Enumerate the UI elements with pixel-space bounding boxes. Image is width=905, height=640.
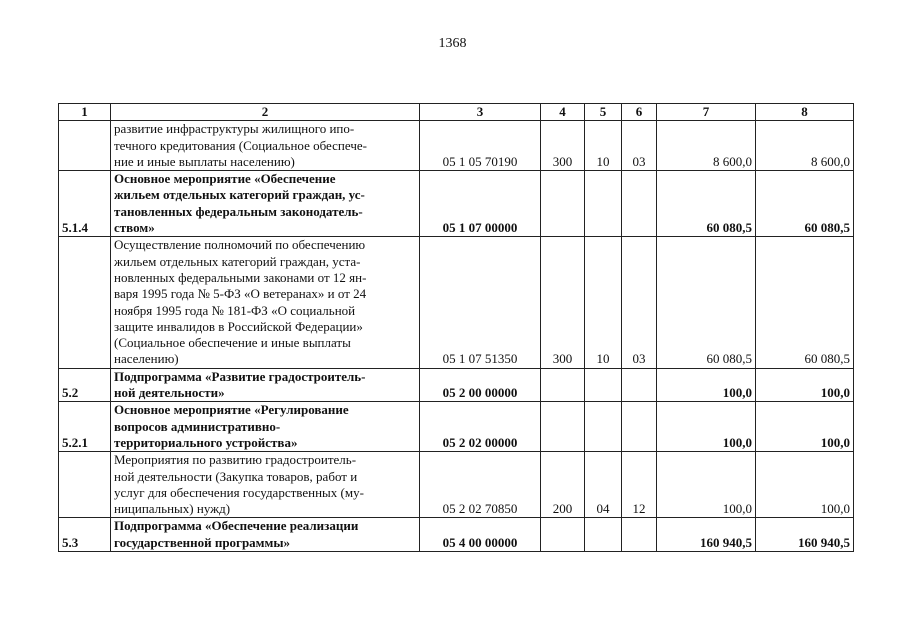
table-row — [59, 518, 854, 552]
row-col4-cell — [541, 518, 585, 552]
row-name-cell — [111, 121, 420, 171]
row-number-cell — [59, 237, 111, 368]
row-name-cell — [111, 237, 420, 368]
row-col7-amount: 60 080,5 — [657, 237, 756, 368]
table-body — [59, 121, 854, 552]
row-col6-cell — [622, 171, 657, 237]
row-code-cell: 05 2 00 00000 — [420, 368, 541, 402]
header-col-7: 7 — [657, 104, 756, 121]
row-col8-amount: 100,0 — [756, 402, 854, 452]
name-line: ством» — [114, 220, 155, 236]
header-col-3: 3 — [420, 104, 541, 121]
row-code-cell: 05 1 05 70190 — [420, 121, 541, 171]
row-col4-cell: 200 — [541, 452, 585, 518]
row-col5-cell — [585, 368, 622, 402]
row-col4-cell — [541, 368, 585, 402]
row-col5-cell — [585, 518, 622, 552]
header-col-5: 5 — [585, 104, 622, 121]
name-line: новленных федеральными законами от 12 ян- — [114, 269, 367, 285]
row-col6-cell: 03 — [622, 121, 657, 171]
row-col6-cell: 12 — [622, 452, 657, 518]
name-line: услуг для обеспечения государственных (му- — [114, 484, 364, 500]
row-col8-amount: 160 940,5 — [756, 518, 854, 552]
row-col5-cell: 10 — [585, 121, 622, 171]
row-col8-amount: 60 080,5 — [756, 171, 854, 237]
name-line: ниципальных) нужд) — [114, 501, 231, 517]
row-col4-cell: 300 — [541, 121, 585, 171]
name-line: ние и иные выплаты населению) — [114, 153, 295, 169]
row-name-cell — [111, 171, 420, 237]
row-col8-amount: 100,0 — [756, 368, 854, 402]
row-col7-amount: 100,0 — [657, 402, 756, 452]
name-line: варя 1995 года № 5-ФЗ «О ветеранах» и от 24 — [114, 286, 367, 302]
row-name-cell — [111, 368, 420, 402]
budget-table — [58, 103, 854, 552]
row-name-cell — [111, 518, 420, 552]
row-code-cell: 05 2 02 00000 — [420, 402, 541, 452]
name-line: вопросов административно- — [114, 418, 281, 434]
row-col6-cell — [622, 402, 657, 452]
header-col-8: 8 — [756, 104, 854, 121]
name-line: ной деятельности (Закупка товаров, работ и — [114, 468, 358, 484]
name-line: ной деятельности» — [114, 385, 225, 401]
row-code-cell: 05 1 07 51350 — [420, 237, 541, 368]
row-col8-amount: 8 600,0 — [756, 121, 854, 171]
name-line: тановленных федеральным законодатель- — [114, 203, 363, 219]
row-col7-amount: 100,0 — [657, 452, 756, 518]
row-number-cell: 5.2 — [59, 368, 111, 402]
row-number-cell — [59, 452, 111, 518]
name-line: Подпрограмма «Развитие градостроитель- — [114, 368, 366, 384]
row-code-cell: 05 4 00 00000 — [420, 518, 541, 552]
row-col5-cell — [585, 171, 622, 237]
page-number: 1368 — [438, 36, 467, 51]
row-col4-cell: 300 — [541, 237, 585, 368]
row-col8-amount: 60 080,5 — [756, 237, 854, 368]
table-row — [59, 368, 854, 402]
row-number-cell: 5.1.4 — [59, 171, 111, 237]
table-row — [59, 452, 854, 518]
name-line: Основное мероприятие «Обеспечение — [114, 171, 336, 187]
name-line: жильем отдельных категорий граждан, ус- — [114, 187, 365, 203]
row-number-cell: 5.3 — [59, 518, 111, 552]
row-code-cell: 05 1 07 00000 — [420, 171, 541, 237]
name-line: течного кредитования (Социальное обеспече- — [114, 137, 367, 153]
row-col7-amount: 100,0 — [657, 368, 756, 402]
row-col6-cell — [622, 368, 657, 402]
name-line: Основное мероприятие «Регулирование — [114, 402, 349, 418]
name-line: развитие инфраструктуры жилищного ипо- — [114, 121, 355, 137]
row-col4-cell — [541, 171, 585, 237]
table-header-row — [59, 104, 854, 121]
name-line: (Социальное обеспечение и иные выплаты — [114, 335, 351, 351]
row-col8-amount: 100,0 — [756, 452, 854, 518]
table-row — [59, 402, 854, 452]
table-row — [59, 237, 854, 368]
table-row — [59, 171, 854, 237]
row-col5-cell: 10 — [585, 237, 622, 368]
table-row — [59, 121, 854, 171]
name-line: Осуществление полномочий по обеспечению — [114, 237, 366, 253]
name-line: населению) — [114, 351, 179, 367]
row-number-cell — [59, 121, 111, 171]
header-col-2: 2 — [111, 104, 420, 121]
name-line: ноября 1995 года № 181-ФЗ «О социальной — [114, 302, 356, 318]
row-code-cell: 05 2 02 70850 — [420, 452, 541, 518]
row-col4-cell — [541, 402, 585, 452]
row-number-cell: 5.2.1 — [59, 402, 111, 452]
row-name-cell — [111, 402, 420, 452]
name-line: защите инвалидов в Российской Федерации» — [114, 318, 363, 334]
row-col7-amount: 160 940,5 — [657, 518, 756, 552]
header-col-4: 4 — [541, 104, 585, 121]
row-col5-cell — [585, 402, 622, 452]
header-col-6: 6 — [622, 104, 657, 121]
name-line: территориального устройства» — [114, 434, 298, 450]
row-name-cell — [111, 452, 420, 518]
row-col7-amount: 8 600,0 — [657, 121, 756, 171]
header-col-1: 1 — [59, 104, 111, 121]
name-line: жильем отдельных категорий граждан, уста- — [114, 253, 361, 269]
name-line: государственной программы» — [114, 534, 291, 550]
row-col5-cell: 04 — [585, 452, 622, 518]
name-line: Подпрограмма «Обеспечение реализации — [114, 518, 359, 534]
row-col7-amount: 60 080,5 — [657, 171, 756, 237]
row-col6-cell: 03 — [622, 237, 657, 368]
name-line: Мероприятия по развитию градостроитель- — [114, 452, 357, 468]
row-col6-cell — [622, 518, 657, 552]
